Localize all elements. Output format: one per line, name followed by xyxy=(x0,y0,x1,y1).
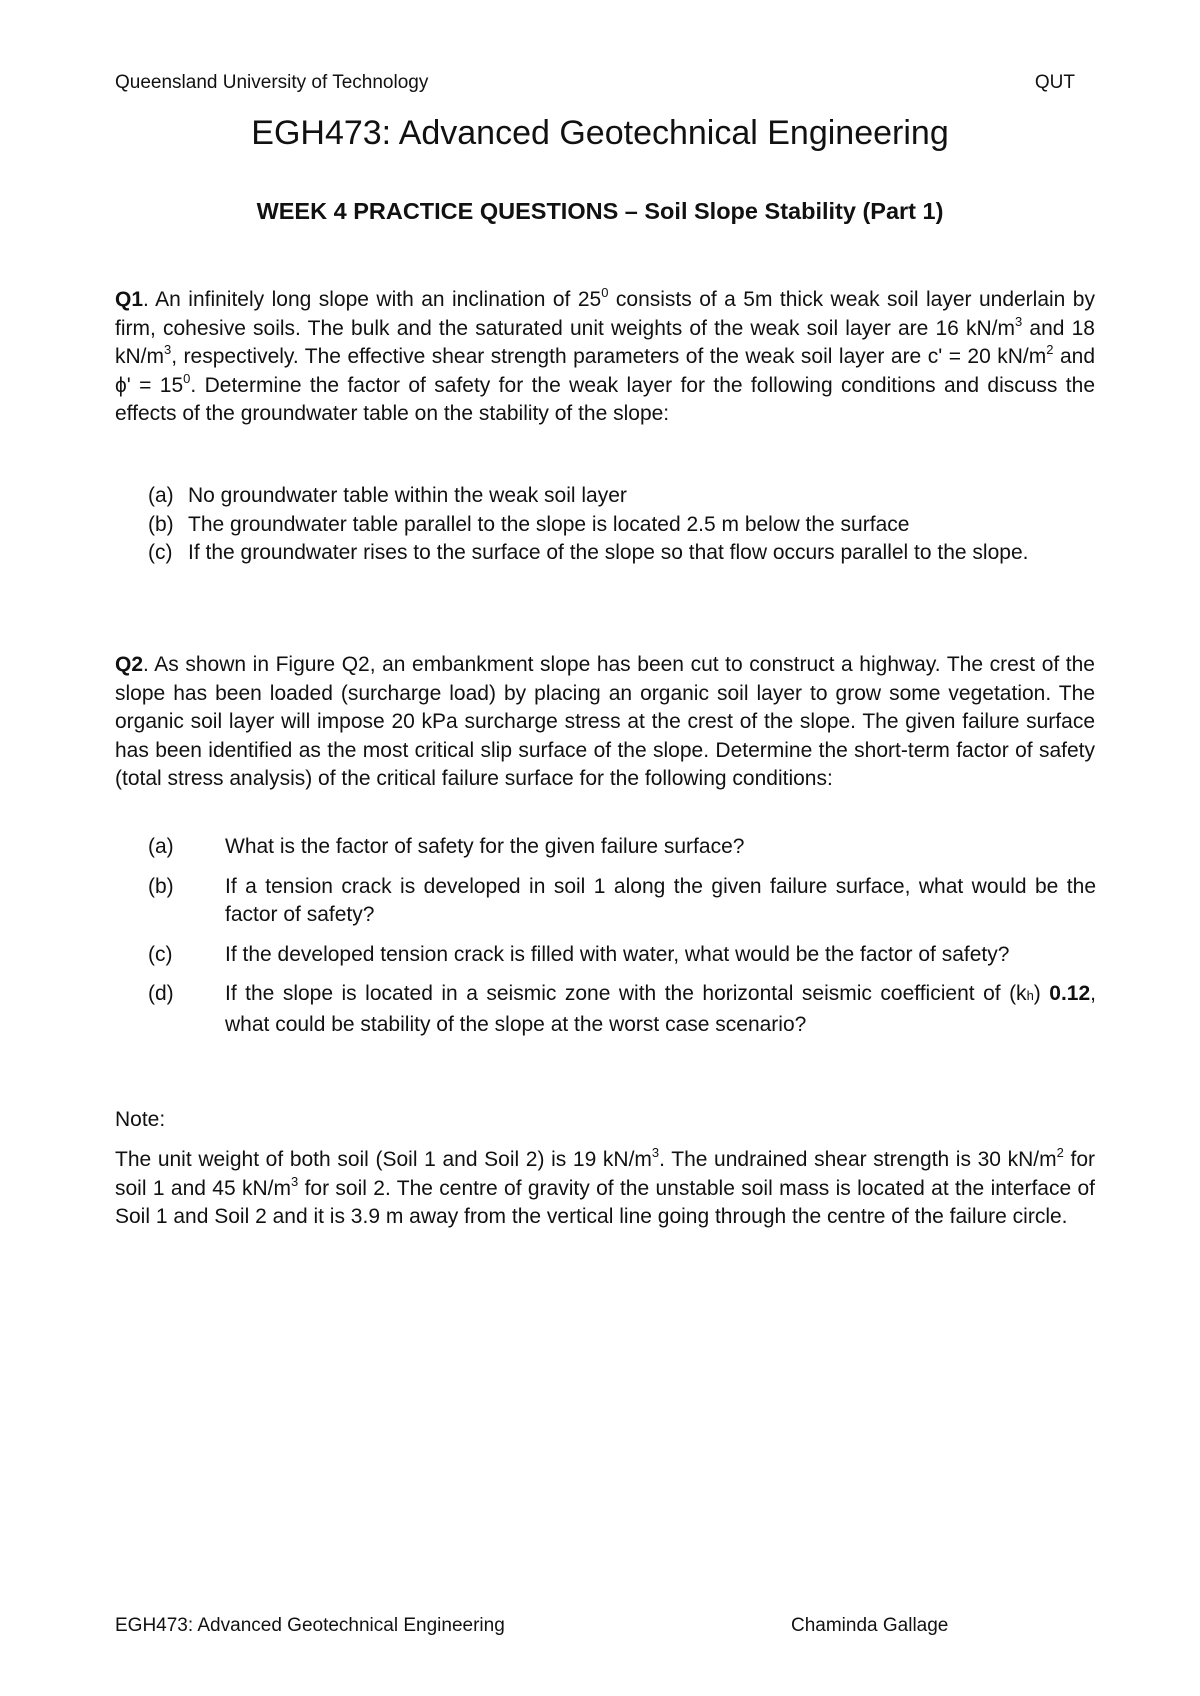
list-item xyxy=(148,873,1096,930)
item-label: (c) xyxy=(148,541,173,564)
question-1-list xyxy=(148,482,1098,568)
list-item xyxy=(148,980,1096,1039)
item-text: If the developed tension crack is filled with water, what would be the factor of safety? xyxy=(225,942,1010,966)
list-item xyxy=(148,482,1098,511)
list-item xyxy=(148,941,1096,970)
document-title: EGH473: Advanced Geotechnical Engineering xyxy=(251,114,949,152)
list-item xyxy=(148,833,1096,862)
document-subtitle: WEEK 4 PRACTICE QUESTIONS – Soil Slope Stability (Part 1) xyxy=(256,198,944,224)
question-1-text: Q1. An infinitely long slope with an inclination of $25^0$ consists of a 5m thick weak soil layer underlain by firm, cohesive soils. The bulk and the saturated unit weights of the weak soil layer are 16 $kN/m^3$ and 18 $kN/m^3$, respectively. The effective shear strength parameters of the weak soil layer are c' = 20 $kN/m^2$ and $\phi' = 15^0$. Determine the factor of safety for the weak layer for the following conditions and discuss the effects of the groundwater table on the stability of the slope: xyxy=(115,285,1096,425)
question-2-list xyxy=(148,833,1096,1039)
item-text: If the slope is located in a seismic zone with the horizontal seismic coefficient of (kh) 0.12, what could be stability of the slope at the worst case scenario? xyxy=(225,982,1096,1036)
item-label: (a) xyxy=(148,835,174,858)
list-item xyxy=(148,511,1098,540)
item-text: If a tension crack is developed in soil 1 along the given failure surface, what would be the factor of safety? xyxy=(225,874,1096,926)
item-label: (b) xyxy=(148,512,174,536)
header-institution: Queensland University of Technology xyxy=(115,72,429,93)
item-text: The groundwater table parallel to the slope is located 2.5 m below the surface xyxy=(188,512,910,536)
item-label: (d) xyxy=(148,982,174,1005)
item-text: What is the factor of safety for the given failure surface? xyxy=(225,835,745,858)
question-1-label: Q1 xyxy=(115,288,144,311)
note-heading: Note: xyxy=(115,1108,166,1131)
question-2-text: Q2. As shown in Figure Q2, an embankment slope has been cut to construct a highway. The crest of the slope has been loaded (surcharge load) by placing an organic soil layer to grow some vegetation. The organic soil layer will impose 20 kPa surcharge stress at the crest of the slope. The given failure surface has been identified as the most critical slip surface of the slope. Determine the short-term factor of safety (total stress analysis) of the critical failure surface for the following conditions: xyxy=(115,653,1095,790)
question-2-label: Q2 xyxy=(115,653,144,676)
list-item xyxy=(148,539,1098,568)
footer-course: EGH473: Advanced Geotechnical Engineering xyxy=(115,1615,505,1636)
footer-author: Chaminda Gallage xyxy=(791,1615,949,1636)
item-label: (a) xyxy=(148,484,174,507)
item-text: No groundwater table within the weak soil layer xyxy=(188,484,627,507)
item-label: (c) xyxy=(148,942,173,966)
item-text: If the groundwater rises to the surface of the slope so that flow occurs parallel to the slope. xyxy=(188,541,1029,564)
item-label: (b) xyxy=(148,874,174,898)
header-abbreviation: QUT xyxy=(1034,72,1075,93)
note-text: The unit weight of both soil (Soil 1 and Soil 2) is 19 $kN/m^3$. The undrained shear strength is 30 $kN/m^2$ for soil 1 and 45 $kN/m^3$ for soil 2. The centre of gravity of the unstable soil mass is located at the interface of Soil 1 and Soil 2 and it is 3.9 m away from the vertical line going through the centre of the failure circle. xyxy=(115,1145,1095,1228)
